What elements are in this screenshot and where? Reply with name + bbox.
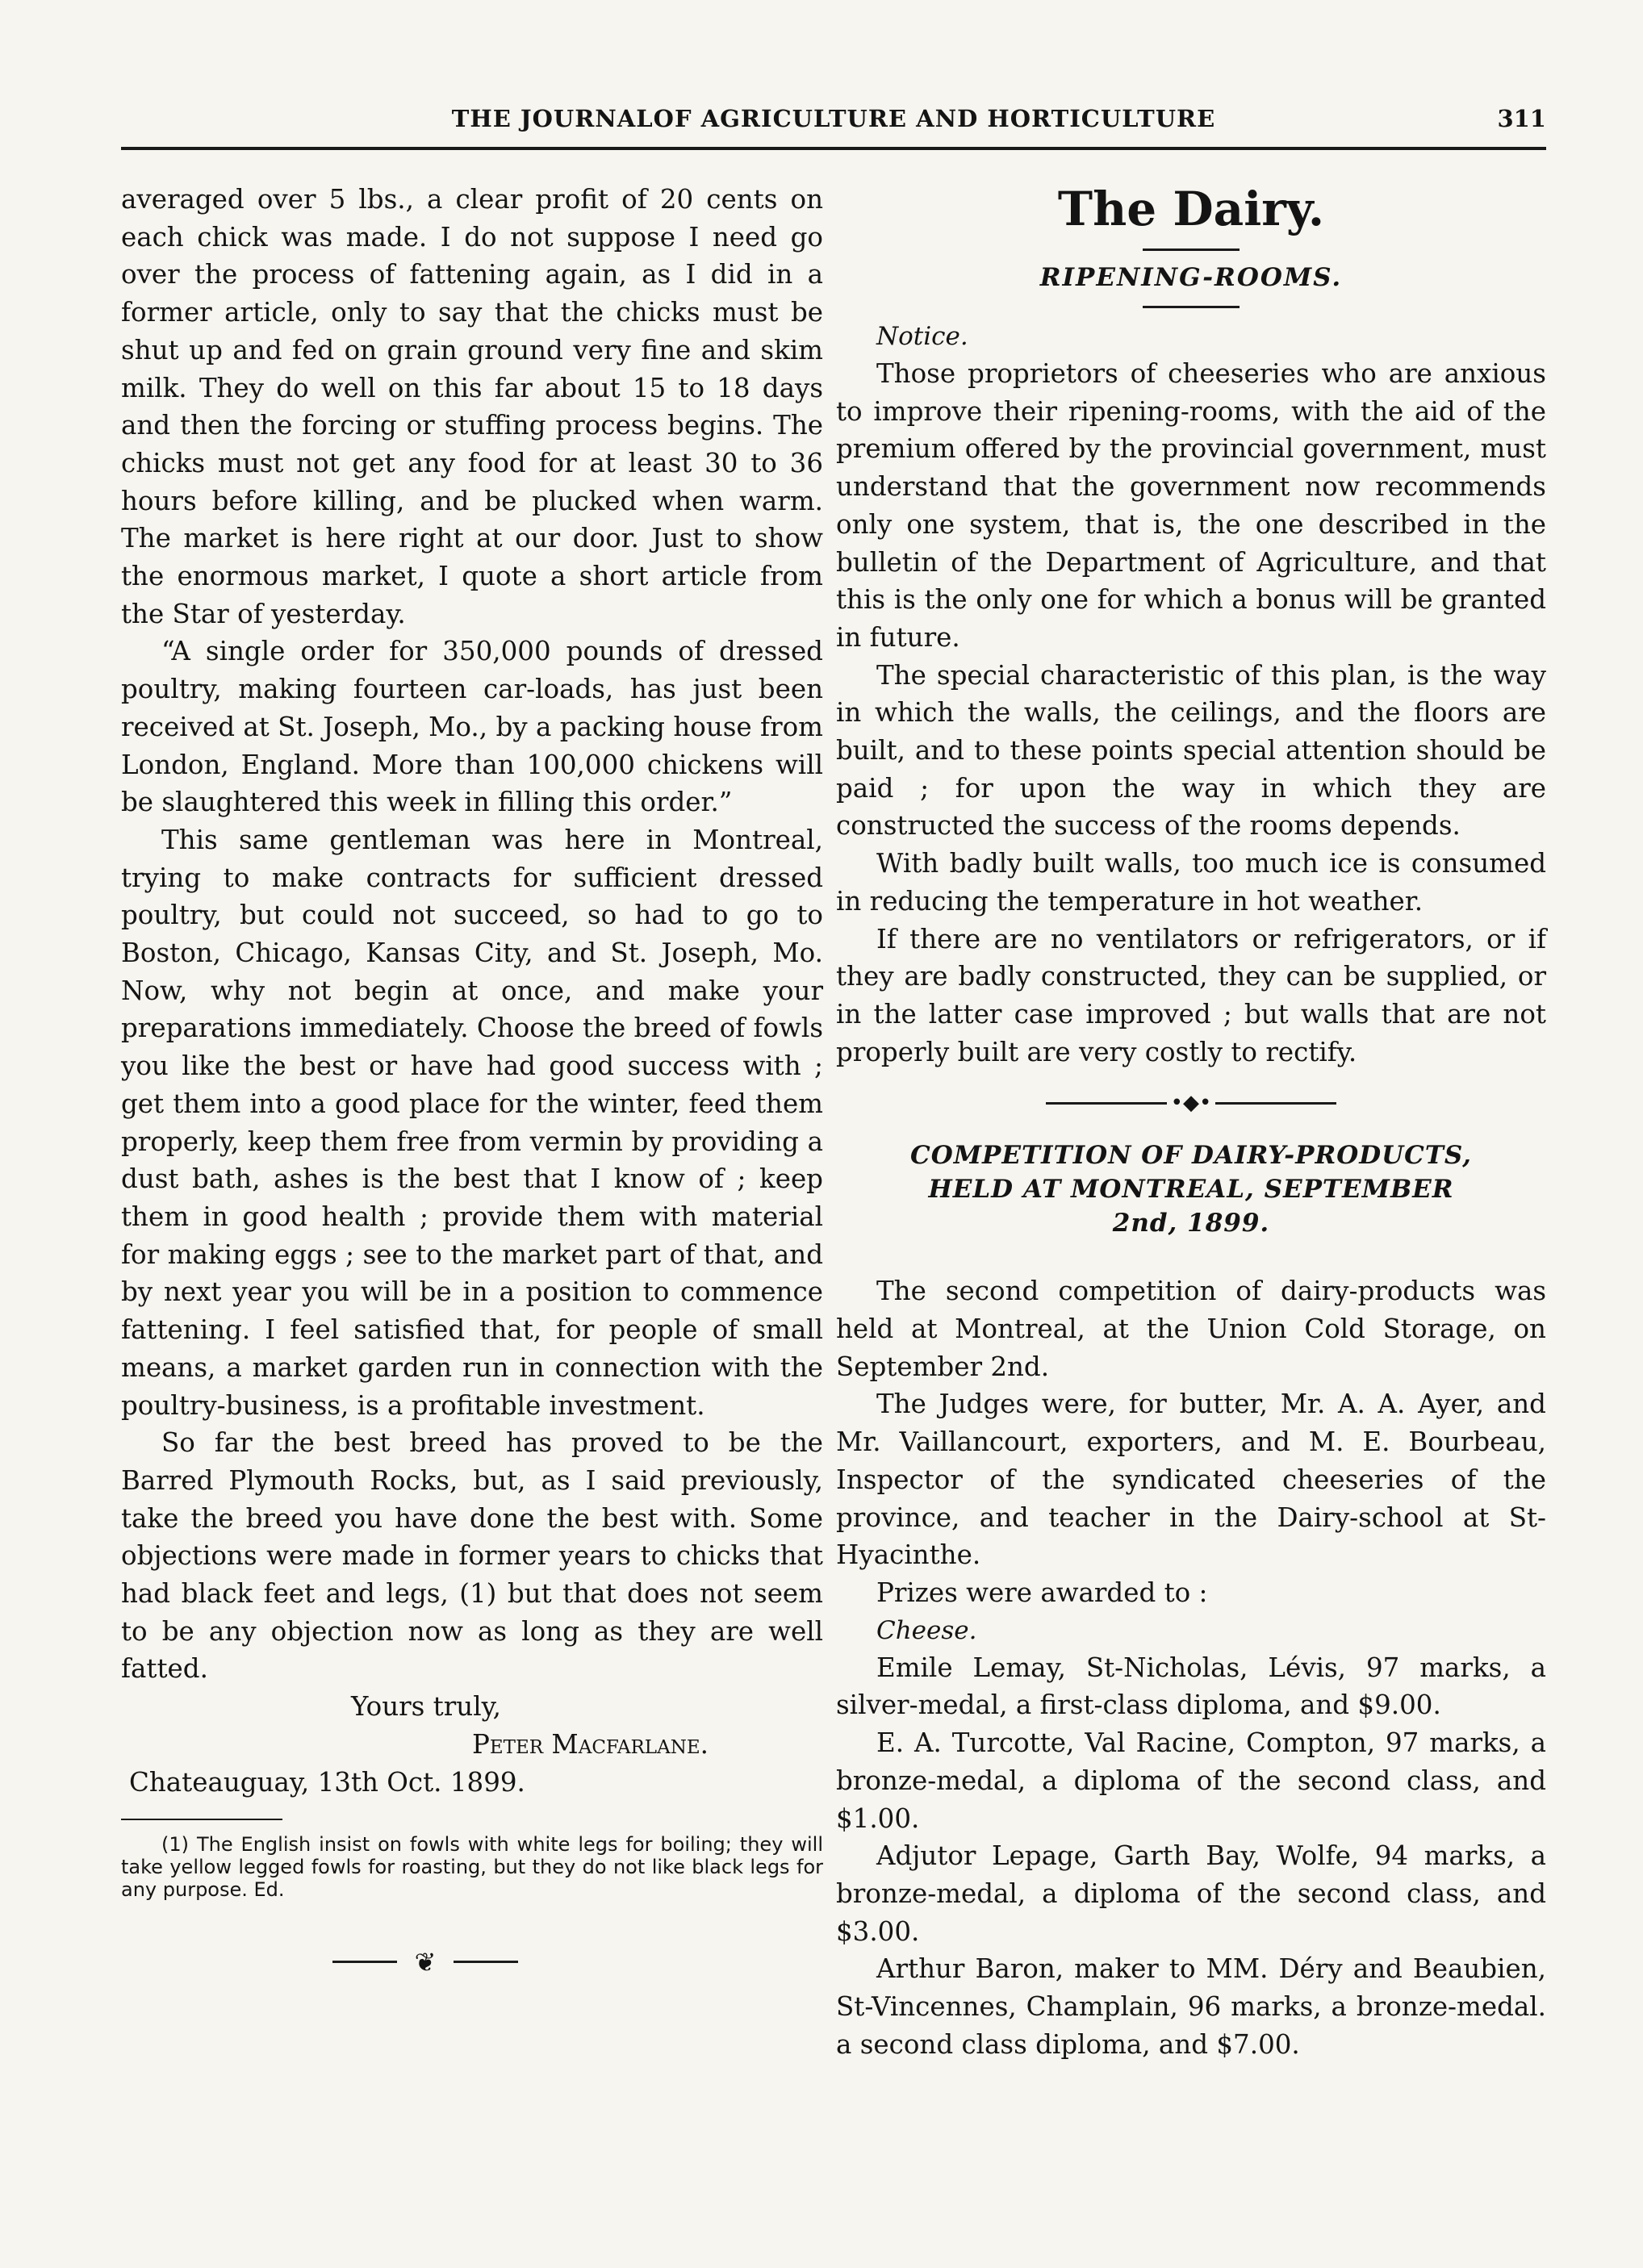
letter-closing: Yours truly, <box>351 1691 501 1723</box>
ornament-bar-left <box>332 1961 397 1963</box>
paragraph: This same gentleman was here in Montreal, trying to make contracts for sufficient dressed poultry, but could not succeed, so had to go to Boston, Chicago, Kansas City, and St. Joseph, Mo. Now, why not begin at once, and make your preparations immediately. Choose the breed of fowls you like the best or have had good success with ; get them into a good place for the winter, feed them properly, keep them free from vermin by providing a dust bath, ashes is the best that I know of ; keep them in good health ; provide them with material for making eggs ; see to the market part of that, and by next year you will be in a position to commence fattening. I feel satisfied that, for people of small means, a market garden run in connection with the poultry-business, is a profitable investment. <box>121 824 823 1421</box>
article-title: RIPENING-ROOMS. <box>1039 263 1343 292</box>
competition-title-line: COMPETITION OF DAIRY-PRODUCTS, <box>910 1141 1472 1171</box>
paragraph: The second competition of dairy-products was held at Montreal, at the Union Cold Storage, on September 2nd. <box>836 1276 1546 1382</box>
fleuron-icon: ❦ <box>414 1947 437 1978</box>
prize-entry: E. A. Turcotte, Val Racine, Compton, 97 marks, a bronze-medal, a diploma of the second class, and $1.00. <box>836 1727 1546 1834</box>
title-rule <box>1143 306 1240 308</box>
prizes-intro: Prizes were awarded to : <box>876 1577 1208 1608</box>
cheese-label: Cheese. <box>876 1615 977 1645</box>
letter-signature: Peter Macfarlane. <box>472 1728 709 1760</box>
divider-line-right <box>1215 1102 1336 1105</box>
paragraph: If there are no ventilators or refrigerators, or if they are badly constructed, they can be supplied, or in the latter case improved ; but walls that are not properly built are very costly to rectify. <box>836 923 1546 1067</box>
letter-place-date: Chateauguay, 13th Oct. 1899. <box>129 1766 525 1798</box>
paragraph: The special characteristic of this plan, is the way in which the walls, the ceilings, and the floors are built, and to these points special attention should be paid ; for upon the way in which they are constructed the success of the rooms depends. <box>836 659 1546 842</box>
ornament-bar-right <box>454 1961 518 1963</box>
prize-entry: Emile Lemay, St-Nicholas, Lévis, 97 marks, a silver-medal, a first-class diploma, and $9.00. <box>836 1652 1546 1721</box>
footnote-rule <box>121 1819 282 1820</box>
notice-label: Notice. <box>876 322 968 351</box>
title-rule <box>1143 249 1240 251</box>
prize-entry: Arthur Baron, maker to MM. Déry and Beaubien, St-Vincennes, Champlain, 96 marks, a bronze-medal. a second class diploma, and $7.00. <box>836 1953 1546 2060</box>
end-ornament <box>332 1946 518 1978</box>
paragraph: averaged over 5 lbs., a clear profit of 20 cents on each chick was made. I do not suppose I need go over the process of fattening again, as I did in a former article, only to say that the chicks must be shut up and fed on grain ground very fine and skim milk. They do well on this far about 15 to 18 days and then the forcing or stuffing process begins. The chicks must not get any food for at least 30 to 36 hours before killing, and be plucked when warm. The market is here right at our door. Just to show the enormous market, I quote a short article from the Star of yesterday. <box>121 184 823 629</box>
quote-paragraph: “A single order for 350,000 pounds of dressed poultry, making fourteen car-loads, has just been received at St. Joseph, Mo., by a packing house from London, England. More than 100,000 chickens will be slaughtered this week in filling this order.” <box>121 636 823 818</box>
paragraph: Those proprietors of cheeseries who are anxious to improve their ripening-rooms, with the aid of the premium offered by the provincial government, must understand that the government now recommends only one system, that is, the one described in the bulletin of the Department of Agriculture, and that this is the only one for which a bonus will be granted in future. <box>836 358 1546 653</box>
section-title: The Dairy. <box>1057 182 1325 236</box>
competition-title <box>836 1138 1546 1240</box>
running-head <box>121 102 1546 150</box>
paragraph: The Judges were, for butter, Mr. A. A. Ayer, and Mr. Vaillancourt, exporters, and M. E. Bourbeau, Inspector of the syndicated cheeseries of the province, and teacher in the Dairy-school at St-Hyacinthe. <box>836 1389 1546 1571</box>
paragraph: With badly built walls, too much ice is consumed in reducing the temperature in hot weather. <box>836 848 1546 917</box>
prize-entry: Adjutor Lepage, Garth Bay, Wolfe, 94 marks, a bronze-medal, a diploma of the second class, and $3.00. <box>836 1840 1546 1947</box>
paragraph: So far the best breed has proved to be the Barred Plymouth Rocks, but, as I said previously, take the breed you have done the best with. Some objections were made in former years to chicks that had black feet and legs, (1) but that does not seem to be any objection now as long as they are well fatted. <box>121 1427 823 1685</box>
page-number: 311 <box>1497 105 1546 132</box>
section-divider <box>1046 1092 1336 1114</box>
left-column <box>121 181 823 1978</box>
competition-title-line: HELD AT MONTREAL, SEPTEMBER <box>928 1175 1454 1205</box>
divider-line-left <box>1046 1102 1167 1105</box>
footnote: (1) The English insist on fowls with white legs for boiling; they will take yellow legged fowls for roasting, but they do not like black legs for any purpose. Ed. <box>121 1833 823 1902</box>
competition-title-line: 2nd, 1899. <box>1112 1209 1270 1238</box>
diamond-ornament-icon: •◆• <box>1170 1091 1212 1116</box>
running-title: THE JOURNALOF AGRICULTURE AND HORTICULTURE <box>451 105 1216 132</box>
right-column <box>836 181 1546 2063</box>
